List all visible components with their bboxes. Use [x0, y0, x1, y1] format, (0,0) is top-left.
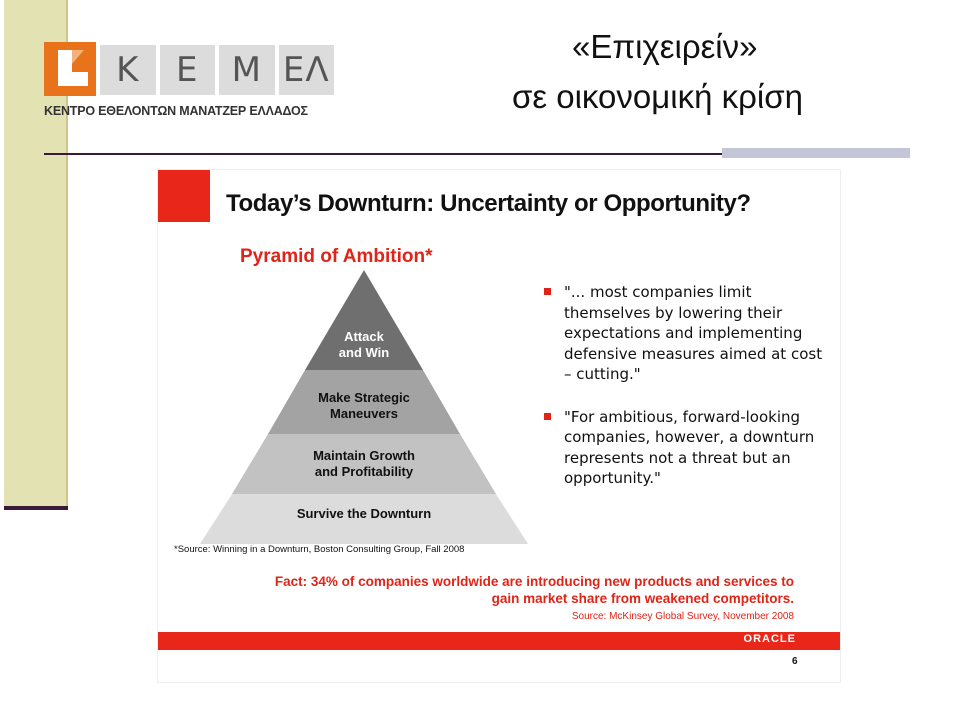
logo-letter-m: Μ	[219, 45, 275, 95]
slide-title: Today’s Downturn: Uncertainty or Opportunity?	[226, 190, 751, 217]
logo-letter-k: Κ	[100, 45, 156, 95]
fact-statement: Fact: 34% of companies worldwide are introducing new products and services to gain market share from weakened competitors.	[274, 574, 794, 606]
oracle-logo: ORACLE	[743, 633, 796, 645]
pyramid-label-growth: Maintain Growth and Profitability	[313, 448, 415, 479]
logo-letter-el: ΕΛ	[279, 45, 335, 95]
page-title-line2: σε οικονομική κρίση	[512, 78, 803, 115]
quote-item: "... most companies limit themselves by lowering their expectations and implementing defensive measures aimed at cost – cutting."	[544, 282, 824, 385]
embedded-slide	[158, 170, 840, 682]
page-number: 6	[792, 656, 798, 667]
bullet-icon	[544, 413, 551, 420]
logo-letter-e: Ε	[160, 45, 216, 95]
pyramid-source: *Source: Winning in a Downturn, Boston Consulting Group, Fall 2008	[174, 544, 465, 555]
bullet-icon	[544, 288, 551, 295]
fact-source: Source: McKinsey Global Survey, November 2008	[571, 611, 794, 622]
pyramid-title: Pyramid of Ambition*	[240, 246, 433, 267]
quote-item: "For ambitious, forward-looking companies, however, a downturn represents not a threat but an opportunity."	[544, 407, 824, 489]
pyramid-label-attack: Attack and Win	[338, 329, 390, 360]
logo-mark-icon	[44, 42, 96, 96]
logo-caption: ΚΕΝΤΡΟ ΕΘΕΛΟΝΤΩΝ ΜΑΝΑΤΖΕΡ ΕΛΛΑΔΟΣ	[44, 104, 308, 118]
quote-list	[544, 282, 824, 511]
pyramid-label-survive: Survive the Downturn	[296, 506, 432, 521]
slide-accent-square	[158, 170, 210, 222]
slide-footer-band	[158, 632, 840, 650]
title-divider-accent	[722, 148, 910, 158]
pyramid-label-maneuvers: Make Strategic Maneuvers	[318, 390, 410, 421]
kemel-logo	[44, 42, 334, 122]
logo-letters	[100, 45, 334, 95]
side-bar-underline	[4, 506, 68, 510]
page-title-line1: «Επιχειρείν»	[572, 28, 758, 65]
pyramid-of-ambition	[188, 270, 540, 544]
